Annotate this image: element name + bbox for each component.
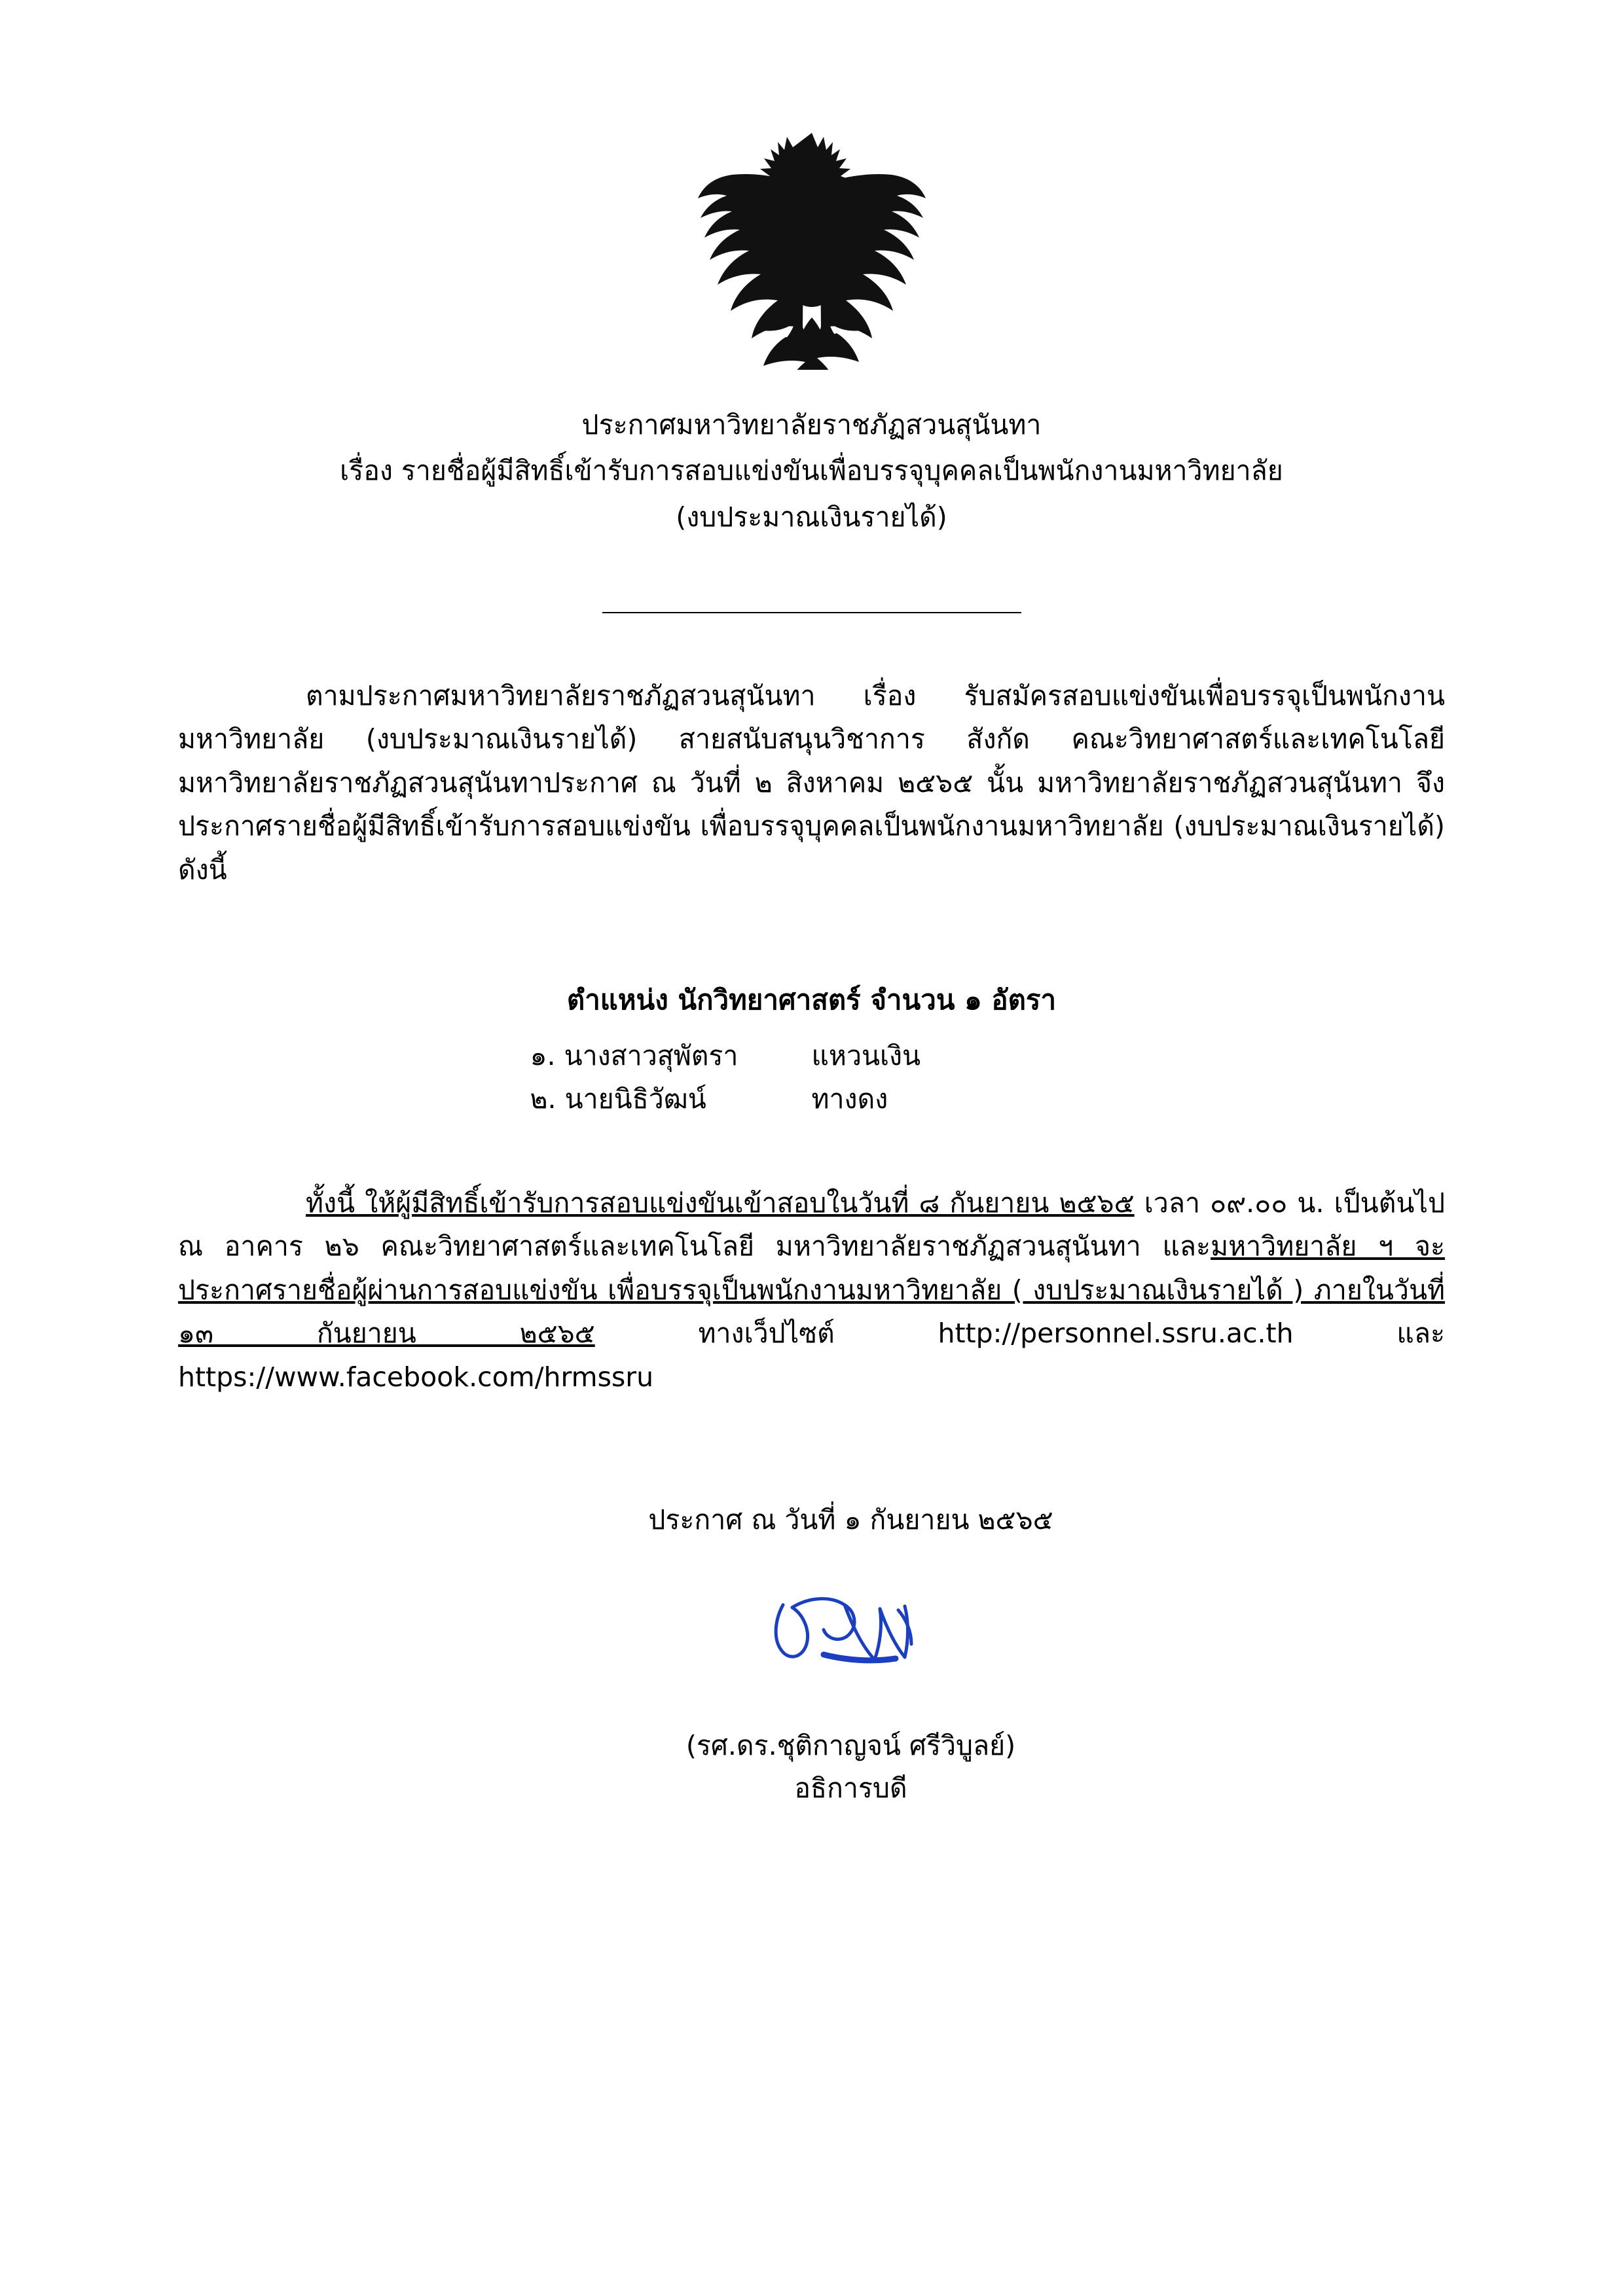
exam-date-underlined: ทั้งนี้ ให้ผู้มีสิทธิ์เข้ารับการสอบแข่งขันเข้าสอบในวันที่ ๘ กันยายน ๒๕๖๕ bbox=[306, 1187, 1135, 1219]
candidate-surname: ทางดง bbox=[811, 1083, 888, 1115]
candidate-name: ๒. นายนิธิวัฒน์ bbox=[530, 1083, 706, 1115]
signature-container bbox=[0, 1571, 1623, 1708]
position-title: ตำแหน่ง นักวิทยาศาสตร์ จำนวน ๑ อัตรา bbox=[566, 984, 1057, 1016]
heading-line-3: (งบประมาณเงินรายได้) bbox=[676, 501, 947, 533]
website-text: ทางเว็ปไซต์ http://personnel.ssru.ac.th และ https://www.facebook.com/hrmssru bbox=[178, 1318, 1445, 1393]
heading-divider bbox=[0, 612, 1623, 613]
candidate-name: ๑. นางสาวสุพัตรา bbox=[530, 1040, 739, 1071]
heading-line-2: เรื่อง รายชื่อผู้มีสิทธิ์เข้ารับการสอบแข่งขันเพื่อบรรจุบุคคลเป็นพนักงานมหาวิทยาลัย bbox=[340, 455, 1283, 487]
list-item bbox=[0, 1077, 1623, 1121]
divider-line bbox=[602, 612, 1021, 613]
signature-scribble bbox=[746, 1571, 956, 1708]
candidate-list bbox=[0, 1034, 1623, 1121]
list-item bbox=[0, 1034, 1623, 1077]
emblem-container bbox=[0, 121, 1623, 370]
signer-role: อธิการบดี bbox=[794, 1772, 907, 1804]
announcement-date: ประกาศ ณ วันที่ ๑ กันยายน ๒๕๖๕ bbox=[648, 1504, 1053, 1535]
result-date-underlined: มหาวิทยาลัย ฯ จะประกาศรายชื่อผู้ผ่านการสอบแข่งขัน เพื่อบรรจุเป็นพนักงานมหาวิทยาลัย ( งบประมาณเงินรายได้ ) ภายในวันที่ ๑๓ กันยายน ๒๕๖๕ bbox=[178, 1230, 1445, 1350]
exam-venue-text: เวลา ๐๙.๐๐ น. เป็นต้นไป ณ อาคาร ๒๖ คณะวิทยาศาสตร์และเทคโนโลยี มหาวิทยาลัยราชภัฏสวนสุนันทา และ bbox=[178, 1187, 1446, 1263]
garuda-emblem bbox=[694, 121, 930, 370]
paragraph-two-container bbox=[178, 1181, 1445, 1399]
signer-name: (รศ.ดร.ชุติกาญจน์ ศรีวิบูลย์) bbox=[685, 1730, 1016, 1761]
paragraph-one: ตามประกาศมหาวิทยาลัยราชภัฏสวนสุนันทา เรื่อง รับสมัครสอบแข่งขันเพื่อบรรจุเป็นพนักงานมหาวิทยาลัย (งบประมาณเงินรายได้) สายสนับสนุนวิชาการ สังกัด คณะวิทยาศาสตร์และเทคโนโลยี มหาวิทยาลัยราชภัฏสวนสุนันทาประกาศ ณ วันที่ ๒ สิงหาคม ๒๕๖๕ นั้น มหาวิทยาลัยราชภัฏสวนสุนันทา จึงประกาศรายชื่อผู้มีสิทธิ์เข้ารับการสอบแข่งขัน เพื่อบรรจุบุคคลเป็นพนักงานมหาวิทยาลัย (งบประมาณเงินรายได้) ดังนี้ bbox=[178, 680, 1445, 886]
document-heading bbox=[0, 406, 1623, 544]
paragraph-one-container bbox=[178, 674, 1445, 891]
candidate-surname: แหวนเงิน bbox=[811, 1040, 921, 1071]
heading-line-1: ประกาศมหาวิทยาลัยราชภัฏสวนสุนันทา bbox=[581, 409, 1042, 440]
